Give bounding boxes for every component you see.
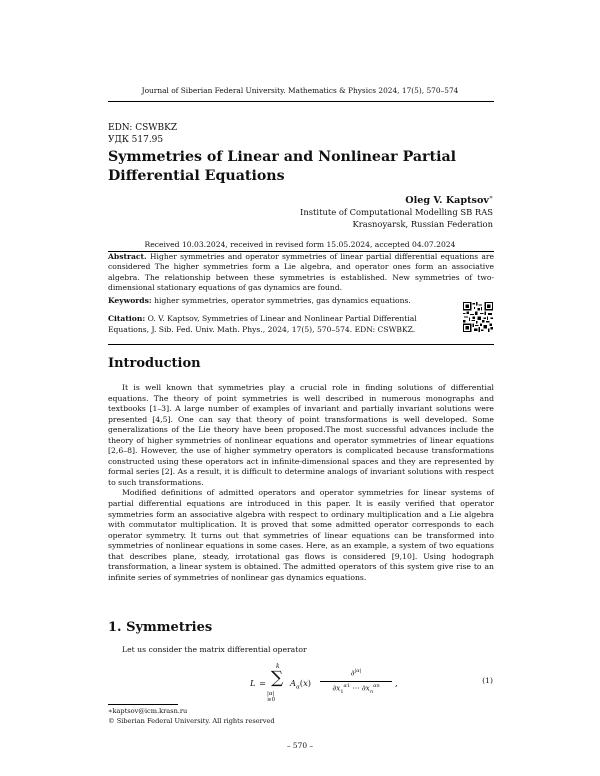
journal-header: Journal of Siberian Federal University. Mathematics & Physics 2024, 17(5), 570–574 <box>141 86 459 95</box>
intro-body <box>108 383 494 583</box>
author-institute: Institute of Computational Modelling SB RAS <box>300 207 493 217</box>
paper-title: Symmetries of Linear and Nonlinear Partial Differential Equations <box>108 149 457 184</box>
keywords <box>108 296 494 305</box>
intro-heading: Introduction <box>108 356 201 371</box>
citation <box>108 314 444 335</box>
edn-code: EDN: CSWBKZ <box>108 123 178 133</box>
section-1-text: Let us consider the matrix differential operator <box>122 645 307 654</box>
section-1-heading: 1. Symmetries <box>108 620 213 635</box>
header-rule <box>108 101 494 102</box>
author-location: Krasnoyarsk, Russian Federation <box>352 219 493 229</box>
page-number: – 570 – <box>286 741 314 750</box>
author-footnote-mark: ∗ <box>488 194 493 201</box>
abstract-bottom-rule <box>108 344 494 345</box>
citation-text: O. V. Kaptsov, Symmetries of Linear and Nonlinear Partial Differential Equations, J. Sib. Fed. Univ. Math. Phys., 2024, 17(5), 570–574. EDN: CSWBKZ. <box>108 314 417 334</box>
abstract-label: Abstract. <box>108 252 147 261</box>
author-name <box>405 194 493 206</box>
keywords-label: Keywords: <box>108 296 152 305</box>
received-dates: Received 10.03.2024, received in revised form 15.05.2024, accepted 04.07.2024 <box>144 240 456 249</box>
equation-number: (1) <box>482 676 493 685</box>
citation-label: Citation: <box>108 314 146 323</box>
udk-code: УДК 517.95 <box>108 135 164 145</box>
qr-code <box>463 302 493 332</box>
keywords-text: higher symmetries, operator symmetries, gas dynamics equations. <box>154 296 411 305</box>
footnote-rule <box>108 704 178 705</box>
footnote-email: ∗kaptsov@icm.krasn.ru <box>108 707 188 715</box>
intro-paragraph-2: Modified definitions of admitted operators and operator symmetries for linear systems of partial differential equations are introduced in this paper. It is easily verified that operator symmetries form an associative algebra with respect to ordinary multiplication and a Lie algebra with commutator multiplication. It is proved that some admitted operator corresponds to each operator symmetry. It turns out that symmetries of linear equations can be transformed into symmetries of nonlinear equations in some cases. Here, as an example, a system of two equations that describes plane, steady, irrotational gas flows is considered [9,10]. Using hodograph transformation, a linear system is obtained. The admitted operators of this system give rise to an infinite series of symmetries of nonlinear gas dynamics equations. <box>108 488 494 582</box>
abstract-text: Higher symmetries and operator symmetries of linear partial differential equations are considered The higher symmetries form a Lie algebra, and operator ones form an associative algebra. The relationship between these symmetries is established. New symmetries of two-dimensional stationary equations of gas dynamics are found. <box>108 252 494 293</box>
intro-paragraph-1: It is well known that symmetries play a crucial role in finding solutions of differential equations. The theory of point symmetries is well described in numerous monographs and textbooks [1–3]. A large number of examples of invariant and partially invariant solutions were presented [4,5]. One can say that theory of point transformations is well developed. Some generalizations of the Lie theory have been proposed.The most successful advances include the theory of higher symmetries of nonlinear equations and operator symmetries of linear equations [2,6–8]. However, the use of higher symmetry operators is complicated because transformations constructed using these operators act in infinite-dimensional spaces and they are represented by formal series [2]. As a result, it is difficult to determine analogs of invariant solutions with respect to such transformations. <box>108 383 494 487</box>
author-name-text: Oleg V. Kaptsov <box>405 195 489 207</box>
abstract <box>108 252 494 294</box>
footnote-copyright: © Siberian Federal University. All rights reserved <box>108 717 275 725</box>
